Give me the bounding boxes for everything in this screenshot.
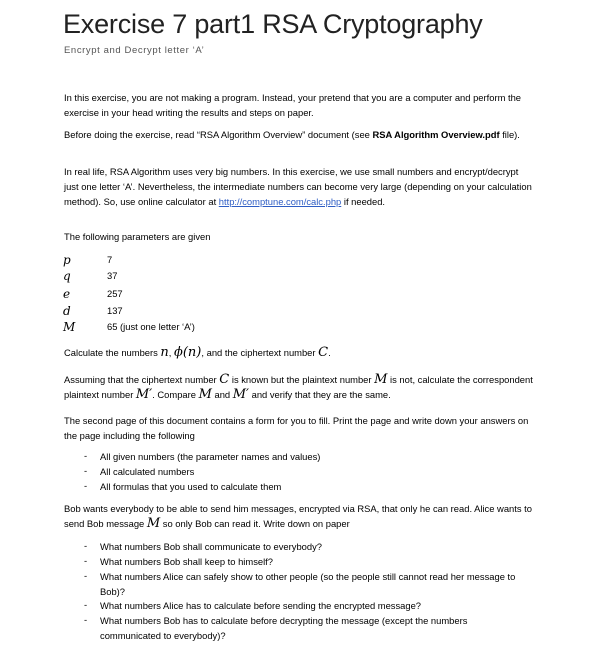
bullet-dash: - bbox=[84, 555, 88, 566]
calc-text: Calculate the numbers bbox=[64, 347, 161, 358]
second-page-paragraph: The second page of this document contains a form for you to fill. Print the page and write down your answers on the page including the following bbox=[64, 415, 529, 441]
var-phi-n: ϕ(n) bbox=[174, 345, 202, 360]
list-item: All given numbers (the parameter names and values) bbox=[100, 451, 321, 462]
assume-text-5: and verify that they are the same. bbox=[249, 389, 391, 400]
bullet-dash: - bbox=[84, 465, 88, 476]
var-m-prime: M′ bbox=[135, 387, 153, 402]
bullet-dash: - bbox=[84, 450, 88, 461]
list-item: What numbers Bob shall communicate to everybody? bbox=[100, 541, 322, 552]
page-title: Exercise 7 part1 RSA Cryptography bbox=[63, 9, 483, 39]
intro-paragraph: In this exercise, you are not making a program. Instead, your pretend that you are a computer and perform the exercise in your head writing the results and steps on paper. bbox=[64, 92, 522, 118]
list-item: All formulas that you used to calculate them bbox=[100, 481, 282, 492]
var-m: M bbox=[146, 516, 161, 531]
bullet-dash: - bbox=[84, 614, 88, 625]
list-item: What numbers Bob has to calculate before decrypting the message (except the numbers communicated to everybody)? bbox=[100, 615, 468, 641]
decrypt-instruction bbox=[64, 372, 534, 402]
bullet-dash: - bbox=[84, 570, 88, 581]
bullet-dash: - bbox=[84, 540, 88, 551]
reading-text-end: file). bbox=[499, 129, 520, 140]
reading-text: Before doing the exercise, read “RSA Algorithm Overview” document (see bbox=[64, 129, 373, 140]
calc-end: . bbox=[328, 347, 331, 358]
list-item: What numbers Bob shall keep to himself? bbox=[100, 556, 274, 567]
param-value: 7 bbox=[107, 254, 113, 265]
param-value: 65 (just one letter ‘A’) bbox=[107, 321, 195, 332]
list-item: What numbers Alice can safely show to other people (so the people still cannot read her message to Bob)? bbox=[100, 571, 516, 597]
param-name: d bbox=[63, 304, 71, 318]
calc-comma: , bbox=[168, 347, 174, 358]
var-m: M bbox=[374, 372, 388, 387]
var-c: C bbox=[219, 372, 230, 387]
page-subtitle: Encrypt and Decrypt letter ‘A’ bbox=[64, 45, 205, 56]
real-life-text: In real life, RSA Algorithm uses very big numbers. In this exercise, we use small numbers and encrypt/decrypt just one letter ‘A’. Nevertheless, the intermediate numbers can become very large (depending on your calculation method). So, use online calculator at bbox=[64, 166, 532, 207]
assume-text-4: . Compare bbox=[152, 389, 199, 400]
calculate-instruction bbox=[64, 345, 534, 360]
calc-text-2: , and the ciphertext number bbox=[201, 347, 319, 358]
param-name: e bbox=[63, 287, 71, 301]
param-name: p bbox=[63, 253, 71, 267]
assume-and: and bbox=[211, 389, 233, 400]
var-m-prime: M′ bbox=[232, 387, 249, 402]
param-name: M bbox=[63, 320, 76, 334]
real-life-paragraph bbox=[64, 164, 534, 209]
param-value: 37 bbox=[107, 270, 118, 281]
assume-text-2: is known but the plaintext number bbox=[229, 374, 375, 385]
assume-text: Assuming that the ciphertext number bbox=[64, 374, 220, 385]
param-value: 257 bbox=[107, 288, 123, 299]
bullet-dash: - bbox=[84, 480, 88, 491]
param-value: 137 bbox=[107, 305, 123, 316]
reading-document-name: RSA Algorithm Overview.pdf bbox=[372, 129, 500, 140]
var-n: n bbox=[160, 345, 169, 360]
bullet-dash: - bbox=[84, 599, 88, 610]
calculator-link[interactable]: http://comptune.com/calc.php bbox=[218, 196, 342, 207]
assume-text-3: is not, calculate the correspondent plaintext number bbox=[64, 374, 533, 400]
param-name: q bbox=[63, 269, 71, 283]
bob-text: Bob wants everybody to be able to send him messages, encrypted via RSA, that only he can read. Alice wants to send Bob message bbox=[64, 503, 532, 529]
reading-paragraph bbox=[64, 127, 534, 142]
list-item: What numbers Alice has to calculate before sending the encrypted message? bbox=[100, 600, 422, 611]
list-item: All calculated numbers bbox=[100, 466, 195, 477]
params-intro: The following parameters are given bbox=[64, 231, 211, 242]
var-c: C bbox=[318, 345, 329, 360]
bob-text-2: so only Bob can read it. Write down on paper bbox=[160, 518, 350, 529]
real-life-text-end: if needed. bbox=[341, 196, 386, 207]
var-m: M bbox=[198, 387, 212, 402]
bob-paragraph bbox=[64, 501, 534, 531]
